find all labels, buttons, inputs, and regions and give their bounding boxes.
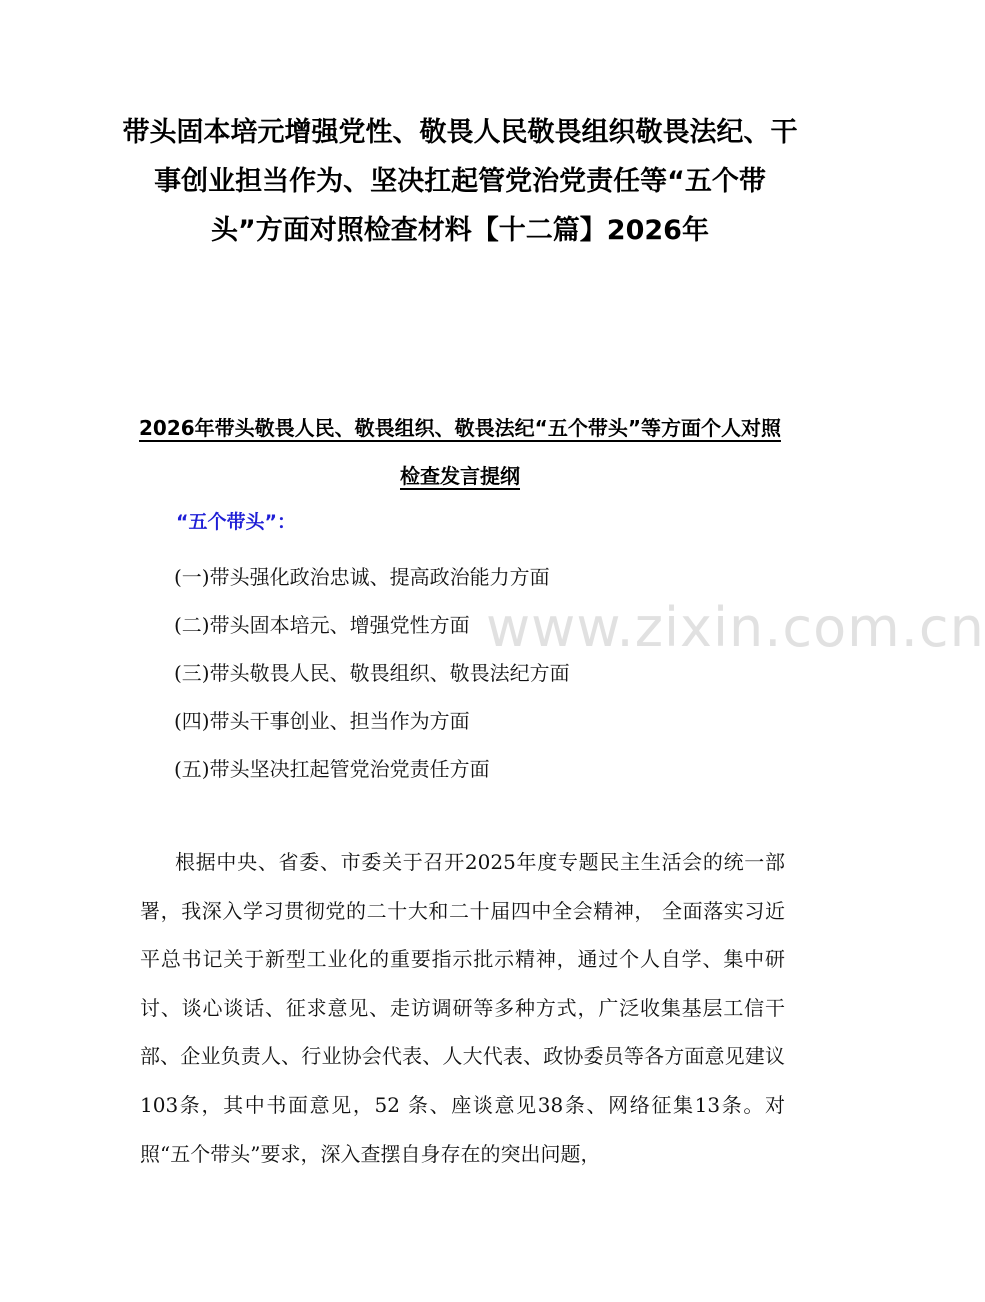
body-paragraph: 根据中央、省委、市委关于召开2025年度专题民主生活会的统一部署，我深入学习贯彻党的二十大和二十届四中全会精神， 全面落实习近平总书记关于新型工业化的重要指示批示精神，通过个人自学、集中研讨、谈心谈话、征求意见、走访调研等多种方式，广泛收集基层工信干部、企业负责人、行业协会代表、人大代表、政协委员等各方面意见建议103条，其中书面意见，52 条、座谈意见38条、网络征集13条。对照“五个带头”要求，深入查摆自身存在的突出问题， [140, 850, 785, 1166]
five-leads-heading: “五个带头”： [176, 511, 296, 533]
section-title: 2026年带头敬畏人民、敬畏组织、敬畏法纪“五个带头”等方面个人对照检查发言提纲 [139, 416, 781, 488]
list-item: (三)带头敬畏人民、敬畏组织、敬畏法纪方面 [174, 661, 570, 685]
five-leads-list [174, 553, 570, 793]
list-item: (二)带头固本培元、增强党性方面 [174, 613, 470, 637]
watermark: www.zixin.com.cn [486, 596, 985, 659]
list-item: (一)带头强化政治忠诚、提高政治能力方面 [174, 565, 550, 589]
list-item: (五)带头坚决扛起管党治党责任方面 [174, 757, 490, 781]
list-item: (四)带头干事创业、担当作为方面 [174, 709, 470, 733]
document-title: 带头固本培元增强党性、敬畏人民敬畏组织敬畏法纪、干事创业担当作为、坚决扛起管党治党责任等“五个带头”方面对照检查材料【十二篇】2026年 [122, 117, 798, 246]
